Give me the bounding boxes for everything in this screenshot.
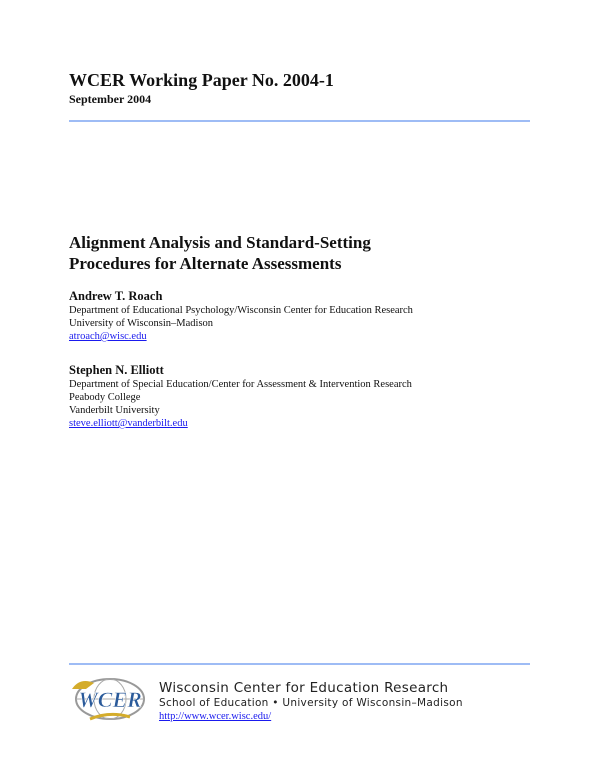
author-affiliation: Department of Educational Psychology/Wisconsin Center for Education Research <box>69 305 413 316</box>
paper-date: September 2004 <box>69 92 152 106</box>
author-email-link[interactable]: steve.elliott@vanderbilt.edu <box>69 418 188 429</box>
footer-divider <box>69 663 530 665</box>
paper-title-line: Procedures for Alternate Assessments <box>69 254 342 273</box>
svg-text:WCER: WCER <box>78 687 142 712</box>
wcer-logo <box>70 675 150 723</box>
author-affiliation: Peabody College <box>69 392 141 403</box>
author-block <box>69 289 413 343</box>
author-email-link[interactable]: atroach@wisc.edu <box>69 331 147 342</box>
school-line: School of Education • University of Wisconsin–Madison <box>159 697 463 709</box>
paper-title-line: Alignment Analysis and Standard-Setting <box>69 233 371 252</box>
author-name: Andrew T. Roach <box>69 289 163 303</box>
author-affiliation: Vanderbilt University <box>69 405 160 416</box>
org-name: Wisconsin Center for Education Research <box>159 680 449 696</box>
working-paper-title: WCER Working Paper No. 2004-1 <box>69 70 334 90</box>
header-divider <box>69 120 530 122</box>
paper-title <box>69 232 371 274</box>
author-name: Stephen N. Elliott <box>69 363 164 377</box>
author-affiliation: University of Wisconsin–Madison <box>69 318 214 329</box>
author-block <box>69 363 412 430</box>
wcer-url-link[interactable]: http://www.wcer.wisc.edu/ <box>159 711 272 722</box>
author-affiliation: Department of Special Education/Center for Assessment & Intervention Research <box>69 379 412 390</box>
